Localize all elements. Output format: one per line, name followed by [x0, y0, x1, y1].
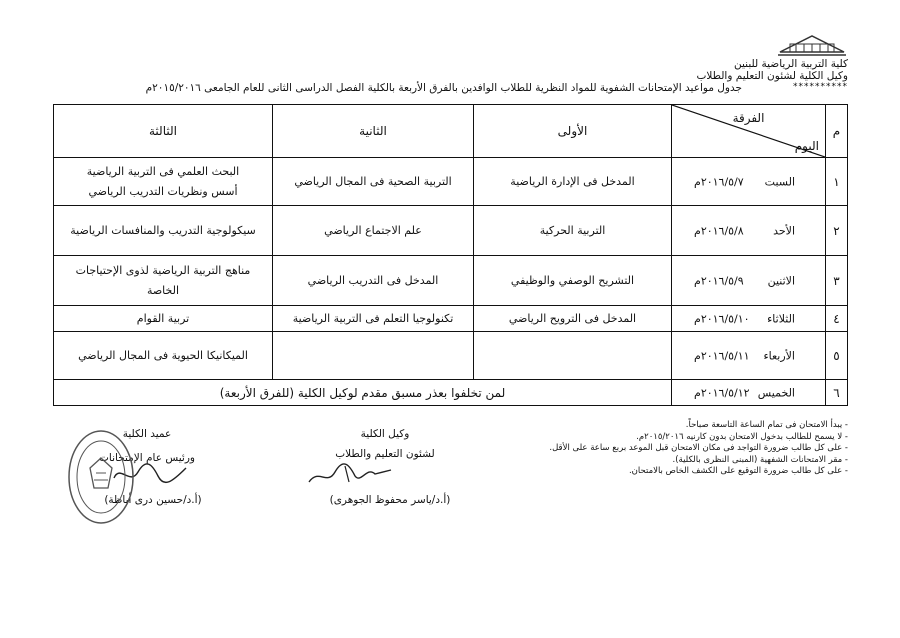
first-year-subject: المدخل فى الترويح الرياضي: [474, 306, 672, 332]
second-year-subject: التربية الصحية فى المجال الرياضي: [273, 158, 474, 206]
day-name: الاثنين: [767, 274, 795, 287]
third-year-subject-line: أسس ونظريات التدريب الرياضي: [88, 184, 238, 198]
day-cell: [672, 256, 826, 306]
third-year-subject: [54, 256, 273, 306]
vice-dean-signature-block: [315, 428, 455, 460]
third-year-subject-line: مناهج التربية الرياضية لذوى الإحتياجات: [75, 263, 251, 277]
day-name: الثلاثاء: [767, 312, 795, 325]
table-row: [54, 206, 848, 256]
header-num: م: [826, 105, 848, 158]
vice-dean-title: لشئون التعليم والطلاب: [335, 448, 435, 460]
vice-dean-name: (أ.د/ياسر محفوظ الجوهرى): [329, 494, 451, 506]
table-row: [54, 256, 848, 306]
day-cell: [672, 306, 826, 332]
first-year-subject: [474, 332, 672, 380]
day-name: السبت: [764, 175, 795, 188]
note-item: - لا يسمح للطالب بدخول الامتحان بدون كارنيه ٢٠١٥/٢٠١٦م.: [636, 431, 848, 442]
header-second: الثانية: [273, 105, 474, 158]
third-year-subject: [54, 158, 273, 206]
second-year-subject: المدخل فى التدريب الرياضي: [273, 256, 474, 306]
day-name: الخميس: [757, 386, 795, 399]
header-stars: **********: [793, 82, 848, 92]
makeup-note: لمن تخلفوا بعذر مسبق مقدم لوكيل الكلية (للفرق الأربعة): [54, 380, 672, 406]
first-year-subject: التشريح الوصفي والوظيفي: [474, 256, 672, 306]
table-row: [54, 332, 848, 380]
header-day: اليوم: [794, 139, 819, 153]
table-header-row: [54, 105, 848, 158]
day-cell: [672, 332, 826, 380]
day-date: ٢٠١٦/٥/٧م: [694, 175, 744, 188]
third-year-subject: تربية القوام: [54, 306, 273, 332]
note-item: - على كل طالب ضرورة التوقيع على الكشف الخاص بالامتحان.: [628, 466, 848, 476]
table-row: [54, 380, 848, 406]
second-year-subject: تكنولوجيا التعلم فى التربية الرياضية: [273, 306, 474, 332]
first-year-subject: المدخل فى الإدارة الرياضية: [474, 158, 672, 206]
note-item: - يبدأ الامتحان فى تمام الساعة التاسعة صباحاً.: [685, 420, 848, 430]
row-num: ٢: [826, 206, 848, 256]
header-first: الأولى: [474, 105, 672, 158]
note-item: - مقر الامتحانات الشفهية (المبنى النظرى بالكلية).: [672, 454, 848, 465]
dean-title: عميد الكلية: [122, 428, 172, 440]
vice-dean-signature-icon: [305, 458, 395, 488]
third-year-subject-line: البحث العلمي فى التربية الرياضية: [86, 164, 240, 178]
day-date: ٢٠١٦/٥/٩م: [694, 274, 744, 287]
row-num: ٦: [826, 380, 848, 406]
university-logo-icon: [776, 30, 848, 58]
day-date: ٢٠١٦/٥/١١م: [694, 349, 750, 362]
vice-dean-office: وكيل الكلية لشئون التعليم والطلاب: [696, 70, 848, 82]
dean-name: (أ.د/حسين درى أباظة): [104, 494, 202, 506]
day-cell: [672, 206, 826, 256]
day-cell: [672, 380, 826, 406]
day-date: ٢٠١٦/٥/٨م: [694, 224, 744, 237]
table-row: [54, 158, 848, 206]
day-name: الأربعاء: [763, 349, 795, 362]
row-num: ٤: [826, 306, 848, 332]
third-year-subject: سيكولوجية التدريب والمنافسات الرياضية: [54, 206, 273, 256]
page-title: جدول مواعيد الإمتحانات الشفوية للمواد النظرية للطلاب الوافدين بالفرق الأربعة بالكلية الفصل الدراسى الثانى للعام الجامعى ٢٠١٥/٢٠١٦م: [145, 82, 742, 94]
row-num: ٥: [826, 332, 848, 380]
day-date: ٢٠١٦/٥/١٢م: [694, 386, 750, 399]
day-date: ٢٠١٦/٥/١٠م: [694, 312, 750, 325]
note-item: - على كل طالب ضرورة التواجد فى مكان الامتحان قبل الموعد بربع ساعة على الأقل.: [549, 443, 848, 453]
third-year-subject-line: الخاصة: [146, 283, 180, 297]
table-row: [54, 306, 848, 332]
header-third: الثالثة: [54, 105, 273, 158]
second-year-subject: [273, 332, 474, 380]
day-name: الأحد: [773, 224, 795, 237]
college-name: كلية التربية الرياضية للبنين: [733, 58, 848, 70]
dean-title: ورئيس عام الإمتحانات: [99, 452, 195, 464]
first-year-subject: التربية الحركية: [474, 206, 672, 256]
second-year-subject: علم الاجتماع الرياضي: [273, 206, 474, 256]
vice-dean-title: وكيل الكلية: [360, 428, 410, 440]
header-group-day: [672, 105, 826, 158]
official-stamp-icon: [66, 428, 136, 526]
header-group: الفرقة: [732, 111, 765, 125]
third-year-subject: الميكانيكا الحيوية فى المجال الرياضي: [54, 332, 273, 380]
row-num: ٣: [826, 256, 848, 306]
row-num: ١: [826, 158, 848, 206]
day-cell: [672, 158, 826, 206]
schedule-table: [53, 104, 848, 406]
notes-list: [528, 420, 848, 478]
